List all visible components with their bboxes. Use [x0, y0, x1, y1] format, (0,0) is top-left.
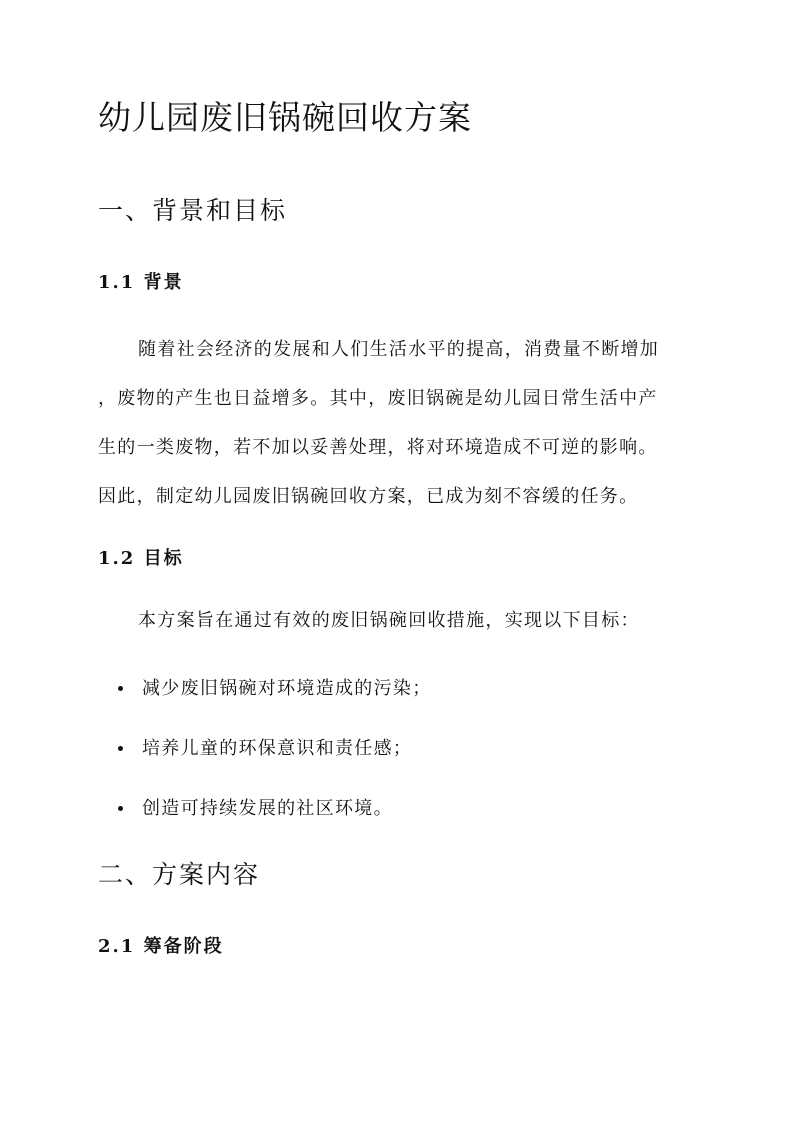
section-heading-background-goals: 一、背景和目标 [98, 196, 288, 225]
list-item [118, 737, 432, 797]
list-item-text: 减少废旧锅碗对环境造成的污染； [142, 678, 432, 699]
list-item-text: 创造可持续发展的社区环境。 [142, 798, 393, 819]
background-paragraph [98, 325, 704, 521]
list-item [118, 677, 432, 737]
subsection-heading-2-1: 2.1 筹备阶段 [98, 936, 224, 957]
bullet-icon [118, 686, 123, 691]
subsection-heading-1-2: 1.2 目标 [98, 548, 184, 569]
bullet-icon [118, 746, 123, 751]
paragraph-line: 因此，制定幼儿园废旧锅碗回收方案，已成为刻不容缓的任务。 [98, 486, 639, 507]
paragraph-line: ，废物的产生也日益增多。其中，废旧锅碗是幼儿园日常生活中产 [98, 388, 658, 409]
subsection-heading-1-1: 1.1 背景 [98, 272, 184, 293]
goals-bullet-list [118, 677, 432, 857]
paragraph-line: 生的一类废物，若不加以妥善处理，将对环境造成不可逆的影响。 [98, 437, 658, 458]
section-heading-plan-content: 二、方案内容 [98, 860, 261, 889]
goals-intro-text: 本方案旨在通过有效的废旧锅碗回收措施，实现以下目标： [138, 610, 640, 631]
list-item [118, 797, 432, 857]
bullet-icon [118, 806, 123, 811]
paragraph-line: 随着社会经济的发展和人们生活水平的提高，消费量不断增加 [138, 339, 660, 360]
list-item-text: 培养儿童的环保意识和责任感； [142, 738, 413, 759]
document-title: 幼儿园废旧锅碗回收方案 [98, 98, 472, 137]
